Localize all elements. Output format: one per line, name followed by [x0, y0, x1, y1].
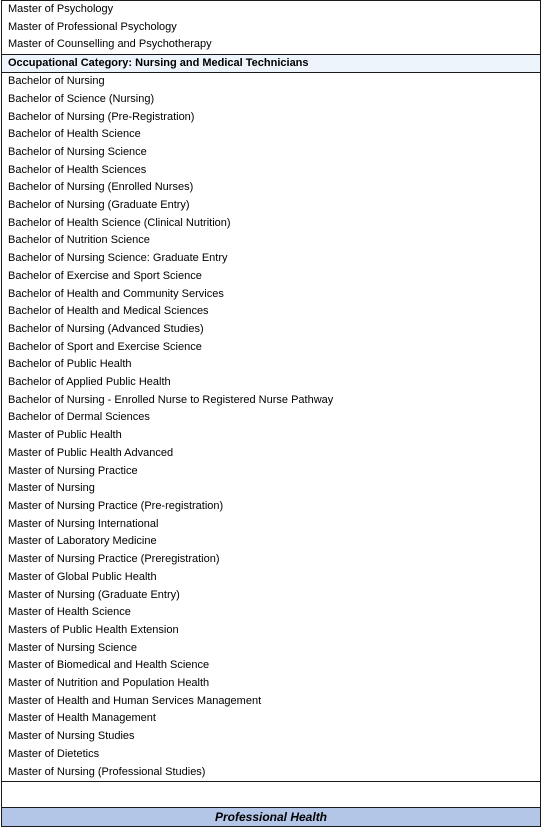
table-row[interactable]	[2, 36, 541, 54]
table-cell[interactable]: Bachelor of Nursing Science	[2, 144, 541, 162]
table-row[interactable]	[2, 356, 541, 374]
category-header-row[interactable]	[2, 55, 541, 73]
table-row[interactable]	[2, 126, 541, 144]
table-cell[interactable]: Master of Nursing Practice (Preregistration)	[2, 551, 541, 569]
section-title[interactable]: Professional Health	[2, 808, 541, 827]
table-cell[interactable]: Master of Counselling and Psychotherapy	[2, 36, 541, 54]
table-row[interactable]	[2, 250, 541, 268]
table-row[interactable]	[2, 197, 541, 215]
table-cell[interactable]: Bachelor of Dermal Sciences	[2, 409, 541, 427]
table-cell[interactable]: Master of Nursing (Professional Studies)	[2, 764, 541, 782]
table-row[interactable]	[2, 604, 541, 622]
table-cell[interactable]: Bachelor of Health Science	[2, 126, 541, 144]
table-row[interactable]	[2, 179, 541, 197]
table-row[interactable]	[2, 392, 541, 410]
table-cell[interactable]: Master of Health Science	[2, 604, 541, 622]
table-cell[interactable]: Bachelor of Health and Community Services	[2, 286, 541, 304]
table-row[interactable]	[2, 657, 541, 675]
table-row[interactable]	[2, 268, 541, 286]
table-cell[interactable]: Bachelor of Nursing	[2, 73, 541, 91]
table-cell[interactable]: Master of Nutrition and Population Health	[2, 675, 541, 693]
table-row[interactable]	[2, 339, 541, 357]
table-row[interactable]	[2, 640, 541, 658]
table-row[interactable]	[2, 374, 541, 392]
table-row[interactable]	[2, 19, 541, 37]
table-row[interactable]	[2, 321, 541, 339]
table-row[interactable]	[2, 286, 541, 304]
table-cell[interactable]: Bachelor of Health and Medical Sciences	[2, 303, 541, 321]
empty-cell[interactable]	[2, 782, 541, 808]
table-cell[interactable]: Bachelor of Nursing - Enrolled Nurse to Registered Nurse Pathway	[2, 392, 541, 410]
table-cell[interactable]: Master of Health and Human Services Management	[2, 693, 541, 711]
table-cell[interactable]: Bachelor of Nursing (Advanced Studies)	[2, 321, 541, 339]
table-cell[interactable]: Bachelor of Exercise and Sport Science	[2, 268, 541, 286]
table-cell[interactable]: Master of Nursing	[2, 480, 541, 498]
table-row[interactable]	[2, 303, 541, 321]
table-cell[interactable]: Master of Laboratory Medicine	[2, 533, 541, 551]
table-row[interactable]	[2, 569, 541, 587]
table-row[interactable]	[2, 764, 541, 782]
table-cell[interactable]: Master of Nursing Science	[2, 640, 541, 658]
table-row[interactable]	[2, 109, 541, 127]
table-row[interactable]	[2, 427, 541, 445]
table-row[interactable]	[2, 409, 541, 427]
table-row[interactable]	[2, 587, 541, 605]
table-row[interactable]	[2, 675, 541, 693]
table-cell[interactable]: Master of Global Public Health	[2, 569, 541, 587]
table-cell[interactable]: Bachelor of Sport and Exercise Science	[2, 339, 541, 357]
table-row[interactable]	[2, 480, 541, 498]
table-row[interactable]	[2, 91, 541, 109]
table-cell[interactable]: Master of Nursing International	[2, 516, 541, 534]
table-row[interactable]	[2, 693, 541, 711]
table-row[interactable]	[2, 622, 541, 640]
table-cell[interactable]: Bachelor of Nutrition Science	[2, 232, 541, 250]
table-row[interactable]	[2, 710, 541, 728]
table-cell[interactable]: Master of Psychology	[2, 1, 541, 19]
table-cell[interactable]: Master of Nursing (Graduate Entry)	[2, 587, 541, 605]
section-header-row[interactable]	[2, 808, 541, 827]
table-row[interactable]	[2, 232, 541, 250]
table-cell[interactable]: Master of Nursing Practice	[2, 463, 541, 481]
table-row[interactable]	[2, 144, 541, 162]
qualifications-table	[1, 0, 541, 827]
table-row[interactable]	[2, 445, 541, 463]
empty-row[interactable]	[2, 782, 541, 808]
table-row[interactable]	[2, 162, 541, 180]
table-row[interactable]	[2, 73, 541, 91]
category-header[interactable]: Occupational Category: Nursing and Medical Technicians	[2, 55, 541, 73]
table-row[interactable]	[2, 1, 541, 19]
table-row[interactable]	[2, 746, 541, 764]
table-cell[interactable]: Bachelor of Nursing (Graduate Entry)	[2, 197, 541, 215]
table-cell[interactable]: Bachelor of Nursing (Pre-Registration)	[2, 109, 541, 127]
table-row[interactable]	[2, 215, 541, 233]
table-cell[interactable]: Bachelor of Nursing Science: Graduate Entry	[2, 250, 541, 268]
table-row[interactable]	[2, 533, 541, 551]
table-row[interactable]	[2, 516, 541, 534]
table-cell[interactable]: Bachelor of Health Science (Clinical Nutrition)	[2, 215, 541, 233]
table-cell[interactable]: Master of Public Health Advanced	[2, 445, 541, 463]
table-cell[interactable]: Bachelor of Science (Nursing)	[2, 91, 541, 109]
table-cell[interactable]: Masters of Public Health Extension	[2, 622, 541, 640]
table-cell[interactable]: Master of Public Health	[2, 427, 541, 445]
table-cell[interactable]: Master of Nursing Practice (Pre-registration)	[2, 498, 541, 516]
table-row[interactable]	[2, 551, 541, 569]
table-row[interactable]	[2, 463, 541, 481]
table-body	[2, 1, 541, 827]
table-cell[interactable]: Master of Nursing Studies	[2, 728, 541, 746]
table-cell[interactable]: Bachelor of Public Health	[2, 356, 541, 374]
table-cell[interactable]: Master of Health Management	[2, 710, 541, 728]
table-row[interactable]	[2, 498, 541, 516]
table-row[interactable]	[2, 728, 541, 746]
table-cell[interactable]: Bachelor of Health Sciences	[2, 162, 541, 180]
table-cell[interactable]: Bachelor of Applied Public Health	[2, 374, 541, 392]
table-cell[interactable]: Master of Biomedical and Health Science	[2, 657, 541, 675]
table-cell[interactable]: Master of Dietetics	[2, 746, 541, 764]
table-cell[interactable]: Bachelor of Nursing (Enrolled Nurses)	[2, 179, 541, 197]
table-cell[interactable]: Master of Professional Psychology	[2, 19, 541, 37]
